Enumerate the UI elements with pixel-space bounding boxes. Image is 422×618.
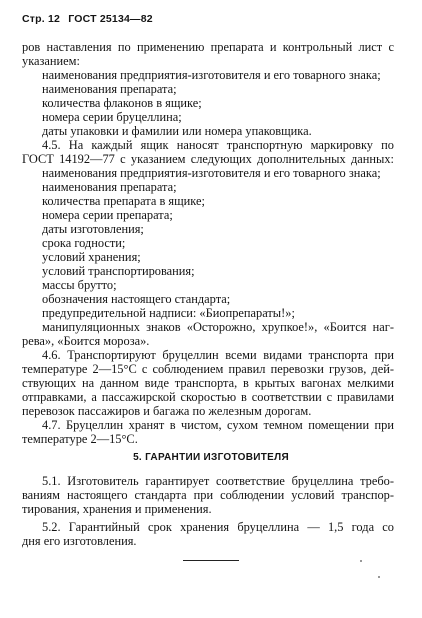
text-line: номера серии препарата;: [42, 208, 173, 222]
text-line: наименования препарата;: [42, 180, 177, 194]
text-line: отправками, а пассажирской скоростью в соответствии с правилами: [22, 390, 394, 404]
section-heading: 5. ГАРАНТИИ ИЗГОТОВИТЕЛЯ: [133, 452, 289, 463]
text-line: манипуляционных знаков «Осторожно, хрупкое!», «Боится наг-: [42, 320, 394, 334]
text-line: массы брутто;: [42, 278, 117, 292]
text-line: ров наставления по применению препарата и контрольный лист с: [22, 40, 394, 54]
text-line: условий транспортирования;: [42, 264, 195, 278]
text-line: даты упаковки и фамилии или номера упаковщика.: [42, 124, 312, 138]
text-line: тирования, хранения и применения.: [22, 502, 212, 516]
scan-speck: [378, 576, 380, 578]
text-line: рева», «Боится мороза».: [22, 334, 150, 348]
text-line: срока годности;: [42, 236, 126, 250]
text-line: условий хранения;: [42, 250, 141, 264]
page-header: [22, 13, 158, 25]
text-line: ваниям настоящего стандарта при соблюдении условий транспор-: [22, 488, 394, 502]
text-line: даты изготовления;: [42, 222, 144, 236]
text-line: дня его изготовления.: [22, 534, 137, 548]
text-line: наименования препарата;: [42, 82, 177, 96]
text-line: ствующих на данном виде транспорта, в крытых вагонах мелкими: [22, 376, 394, 390]
text-line: температуре 2—15°С с соблюдением правил перевозки грузов, дей-: [22, 362, 394, 376]
page-number: Стр. 12: [22, 13, 61, 25]
scan-speck: [360, 560, 362, 562]
text-line: температуре 2—15°С.: [22, 432, 138, 446]
text-line: предупредительной надписи: «Биопрепараты!»;: [42, 306, 295, 320]
text-line: обозначения настоящего стандарта;: [42, 292, 231, 306]
text-line: количества флаконов в ящике;: [42, 96, 202, 110]
text-line: номера серии бруцеллина;: [42, 110, 182, 124]
text-line: 5.2. Гарантийный срок хранения бруцеллина — 1,5 года со: [42, 520, 394, 534]
text-line: перевозок пассажиров и багажа по железным дорогам.: [22, 404, 312, 418]
text-line: количества препарата в ящике;: [42, 194, 205, 208]
text-line: наименования предприятия-изготовителя и его товарного знака;: [42, 166, 381, 180]
text-line: ГОСТ 14192—77 с указанием следующих дополнительных данных:: [22, 152, 394, 166]
text-line: 5.1. Изготовитель гарантирует соответствие бруцеллина требо-: [42, 474, 394, 488]
text-line: наименования предприятия-изготовителя и его товарного знака;: [42, 68, 381, 82]
text-line: 4.7. Бруцеллин хранят в чистом, сухом темном помещении при: [42, 418, 394, 432]
text-line: указанием:: [22, 54, 80, 68]
end-rule: [183, 560, 239, 561]
text-line: 4.6. Транспортируют бруцеллин всеми видами транспорта при: [42, 348, 394, 362]
text-line: 4.5. На каждый ящик наносят транспортную маркировку по: [42, 138, 394, 152]
standard-designation: ГОСТ 25134—82: [68, 13, 153, 25]
